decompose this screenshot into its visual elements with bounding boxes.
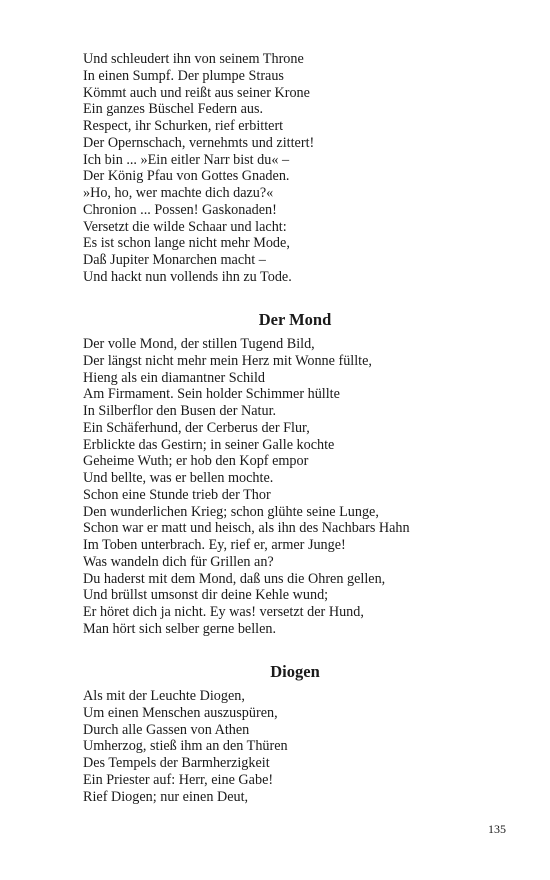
poem-der-mond [83,336,483,638]
verse-line: Daß Jupiter Monarchen macht – [83,252,266,268]
verse-line: Und bellte, was er bellen mochte. [83,470,274,486]
verse-line: Umherzog, stieß ihm an den Thüren [83,738,288,755]
verse-line: Man hört sich selber gerne bellen. [83,620,277,637]
verse-line: Und hackt nun vollends ihn zu Tode. [83,268,292,285]
verse-line: Chronion ... Possen! Gaskonaden! [83,201,277,218]
verse-line: Du haderst mit dem Mond, daß uns die Ohren gellen, [83,570,386,587]
verse-line: In einen Sumpf. Der plumpe Straus [83,67,284,84]
verse-line: Der volle Mond, der stillen Tugend Bild, [83,336,315,352]
verse-line: Hieng als ein diamantner Schild [83,369,266,386]
verse-line: Ein ganzes Büschel Federn aus. [83,101,264,118]
verse-line: Der König Pfau von Gottes Gnaden. [83,168,290,185]
verse-line: Um einen Menschen auszuspüren, [83,704,278,721]
poem-title-der-mond: Der Mond [258,310,332,329]
verse-line: Rief Diogen; nur einen Deut, [83,788,249,805]
verse-line: Kömmt auch und reißt aus seiner Krone [83,84,310,101]
verse-line: Was wandeln dich für Grillen an? [83,553,274,570]
verse-line: Im Toben unterbrach. Ey, rief er, armer Junge! [83,537,346,553]
verse-line: Der längst nicht mehr mein Herz mit Wonne füllte, [83,352,372,369]
poem-continuation [83,51,483,286]
verse-line: Schon eine Stunde trieb der Thor [83,486,271,503]
verse-line: Durch alle Gassen von Athen [83,721,250,738]
poem-title-diogen: Diogen [270,662,320,681]
poem-diogen [83,688,483,805]
verse-line: »Ho, ho, wer machte dich dazu?« [83,185,274,201]
verse-line: Erblickte das Gestirn; in seiner Galle kochte [83,436,335,453]
verse-line: Ein Schäferhund, der Cerberus der Flur, [83,419,310,436]
verse-line: Schon war er matt und heisch, als ihn des Nachbars Hahn [83,520,410,537]
verse-line: Respect, ihr Schurken, rief erbittert [83,118,284,134]
verse-line: Es ist schon lange nicht mehr Mode, [83,235,290,252]
verse-line: Ich bin ... »Ein eitler Narr bist du« – [83,151,290,168]
verse-line: Am Firmament. Sein holder Schimmer hüllte [83,386,340,403]
verse-line: Und schleudert ihn von seinem Throne [83,51,304,67]
verse-line: Des Tempels der Barmherzigkeit [83,755,270,771]
verse-line: In Silberflor den Busen der Natur. [83,403,277,419]
verse-line: Und brüllst umsonst dir deine Kehle wund; [83,587,329,604]
verse-line: Versetzt die wilde Schaar und lacht: [83,218,287,235]
verse-line: Der Opernschach, vernehmts und zittert! [83,134,315,151]
page-number: 135 [488,822,506,836]
verse-line: Ein Priester auf: Herr, eine Gabe! [83,771,274,788]
verse-line: Als mit der Leuchte Diogen, [83,688,245,704]
verse-line: Geheime Wuth; er hob den Kopf empor [83,453,309,470]
verse-line: Er höret dich ja nicht. Ey was! versetzt der Hund, [83,604,364,620]
verse-line: Den wunderlichen Krieg; schon glühte seine Lunge, [83,503,379,520]
